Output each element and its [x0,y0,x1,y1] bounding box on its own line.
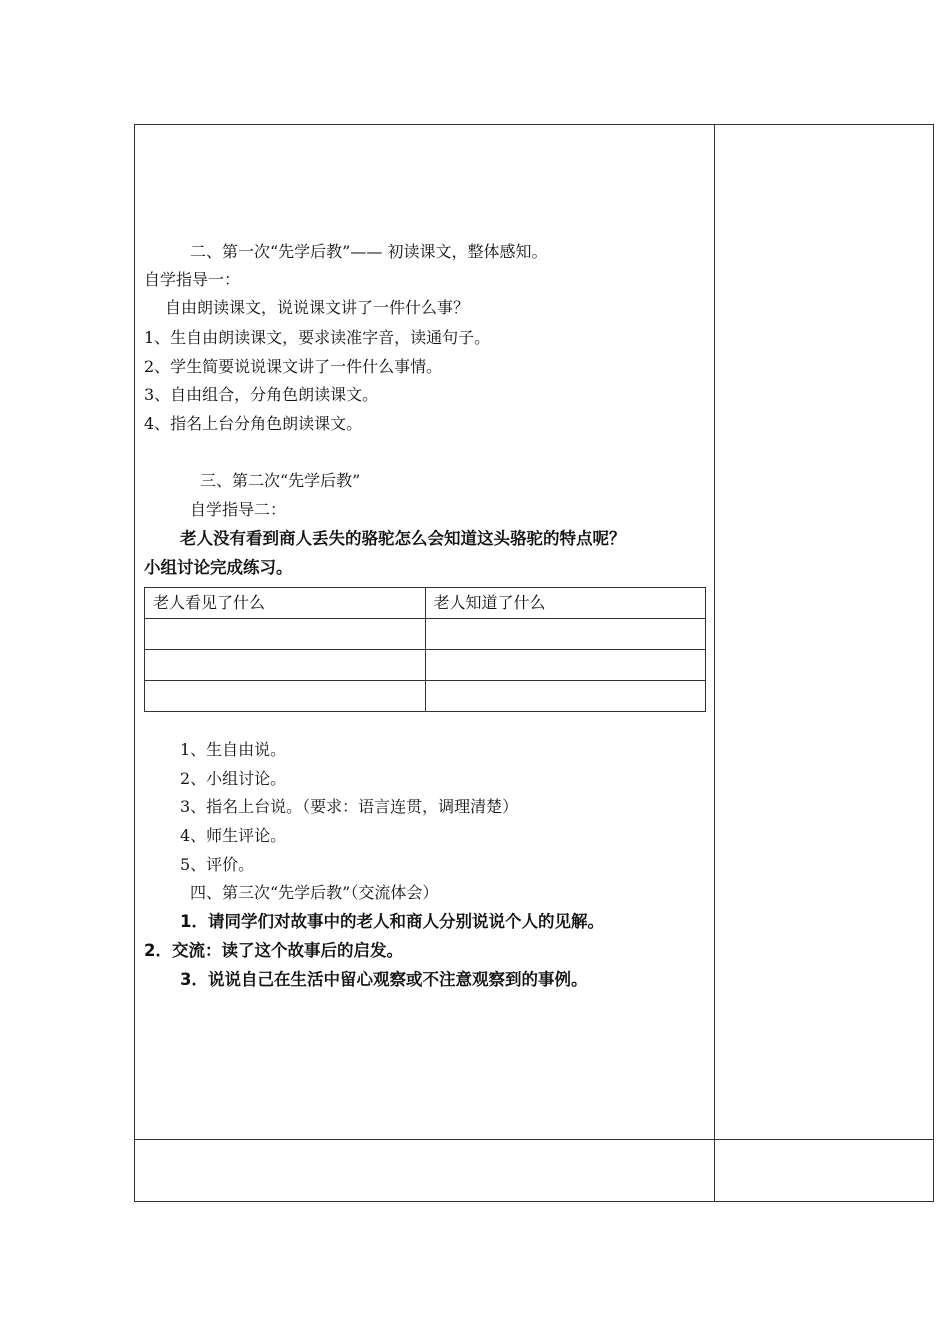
section2-guide-label: 自学指导一： [144,270,241,289]
section4-item: 1．请同学们对故事中的老人和商人分别说说个人的见解。 [180,912,604,931]
table-cell[interactable] [425,681,706,712]
table-row [145,619,706,650]
section2-step: 4、指名上台分角色朗读课文。 [144,414,363,433]
table-cell[interactable] [145,619,426,650]
table-row [145,650,706,681]
section2-step: 1、生自由朗读课文，要求读准字音，读通句子。 [144,328,491,347]
section4-item: 2．交流：读了这个故事后的启发。 [144,941,403,960]
section2-guide-question: 自由朗读课文，说说课文讲了一件什么事？ [165,298,470,317]
row-divider [134,1139,934,1140]
section3-step: 2、小组讨论。 [180,769,287,788]
table-cell[interactable] [425,650,706,681]
section3-question-continued: 小组讨论完成练习。 [144,558,293,577]
table-header-cell: 老人知道了什么 [425,588,706,619]
section4-item: 3．说说自己在生活中留心观察或不注意观察到的事例。 [180,970,588,989]
section2-heading: 二、第一次“先学后教”—— 初读课文，整体感知。 [190,242,548,261]
table-header-row [145,588,706,619]
section3-step: 1、生自由说。 [180,740,287,759]
section2-step: 2、学生简要说说课文讲了一件什么事情。 [144,357,443,376]
section3-step: 3、指名上台说。（要求：语言连贯，调理清楚） [180,797,519,816]
table-header-cell: 老人看见了什么 [145,588,426,619]
section3-step: 4、师生评论。 [180,826,287,845]
table-row [145,681,706,712]
section2-step: 3、自由组合，分角色朗读课文。 [144,385,379,404]
column-divider [714,124,715,1202]
section3-step: 5、评价。 [180,855,255,874]
observation-table [144,587,706,712]
table-cell[interactable] [145,650,426,681]
table-cell[interactable] [145,681,426,712]
section3-guide-label: 自学指导二： [190,500,287,519]
section3-heading: 三、第二次“先学后教” [200,471,361,490]
table-cell[interactable] [425,619,706,650]
section4-heading: 四、第三次“先学后教”（交流体会） [190,883,439,902]
section3-question: 老人没有看到商人丢失的骆驼怎么会知道这头骆驼的特点呢？ [180,529,626,548]
